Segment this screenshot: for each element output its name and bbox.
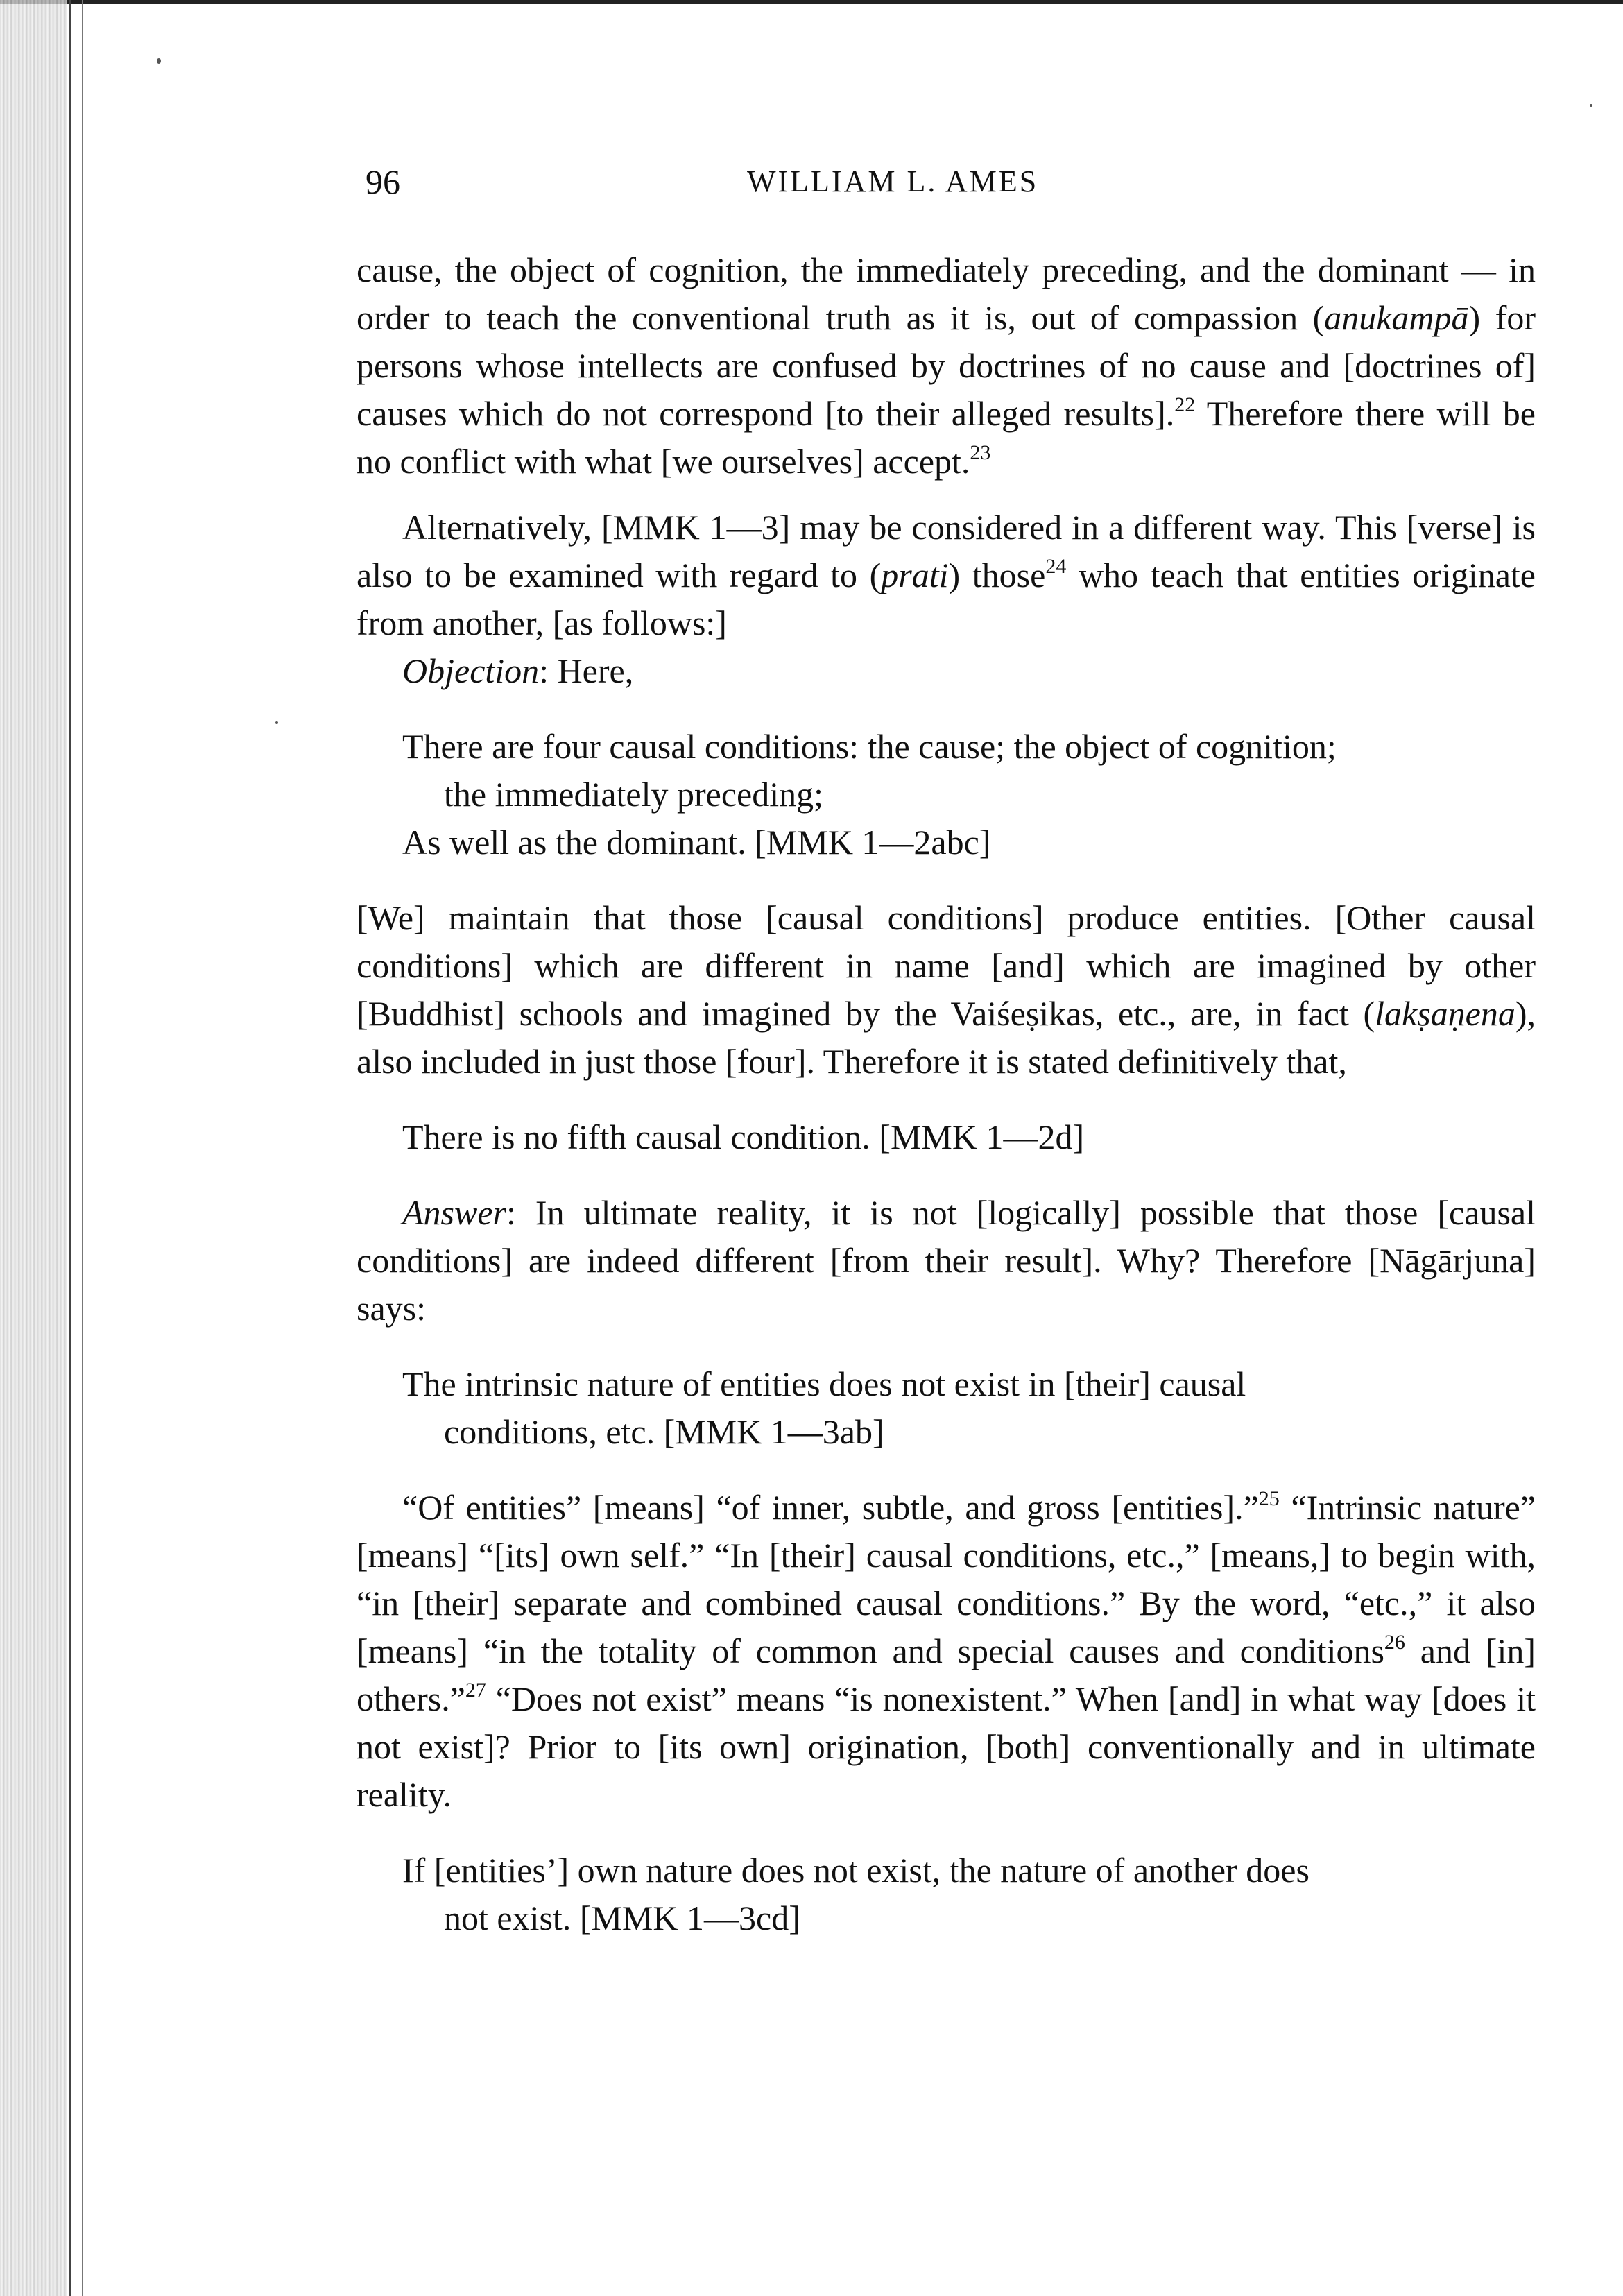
footnote-ref: 27 [465, 1679, 486, 1702]
answer-label: Answer [402, 1193, 506, 1232]
scan-binding-shadow [0, 0, 67, 2296]
verse-quote: There is no fifth causal condition. [MMK 1—2d] [402, 1117, 1085, 1156]
scan-top-edge [0, 0, 1623, 4]
footnote-ref: 26 [1384, 1631, 1405, 1654]
scan-speck [157, 58, 161, 64]
paragraph: Answer: In ultimate reality, it is not [logically] possible that those [causal conditions] are indeed different [from their result]. Why? Therefore [Nāgārjuna] says: [357, 1193, 1536, 1328]
page-number: 96 [366, 162, 400, 201]
footnote-ref: 25 [1258, 1487, 1280, 1510]
paragraph: “Of entities” [means] “of inner, subtle, and gross [entities].”$^{25}$ “Intrinsic nature” [means] “[its] own self.” “In [their] causal conditions, etc.,” [means,] to begin with, “in [their] separate and combined causal conditions.” By the word, “etc.,” it also [means] “in the totality of common and special causes and conditions$^{26}$ and [in] others.”$^{27}$ “Does not exist” means “is nonexistent.” When [and] in what way [does it not exist]? Prior to [its own] origination, [both] conventionally and in ultimate reality. [357, 1487, 1536, 1814]
scan-speck [275, 721, 278, 724]
footnote-ref: 23 [970, 441, 991, 464]
objection-label: Objection [402, 651, 540, 690]
paragraph: [We] maintain that those [causal conditions] produce entities. [Other causal conditions] which are different in name [and] which are imagined by other [Buddhist] schools and imagined by the Vaiśeṣikas, etc., are, in fact (lakṣaṇena), also included in just those [four]. Therefore it is stated definitively that, [357, 898, 1536, 1081]
footnote-ref: 22 [1174, 393, 1196, 416]
paragraph: Alternatively, [MMK 1—3] may be considered in a different way. This [verse] is also to be examined with regard to (prati) those$^{24}$ who teach that entities originate from another, [as follows:] [357, 508, 1536, 642]
body-text [357, 246, 1536, 1942]
paragraph: Objection: Here, [402, 651, 634, 690]
paragraph: cause, the object of cognition, the immediately preceding, and the dominant — in order to teach the conventional truth as it is, out of compassion (anukampā) for persons whose intellects are confused by doctrines of no cause and [doctrines of] causes which do not correspond [to their alleged results].$^{22}$ Therefore there will be no conflict with what [we ourselves] accept.$^{23}$ [357, 250, 1536, 481]
verse-quote: If [entities’] own nature does not exist, the nature of another does not exist. [MMK 1—3cd] [402, 1851, 1309, 1937]
scan-gutter-line [69, 0, 71, 2296]
running-head: WILLIAM L. AMES [747, 164, 1039, 198]
footnote-ref: 24 [1045, 555, 1067, 578]
verse-quote: The intrinsic nature of entities does not exist in [their] causal conditions, etc. [MMK 1—3ab] [402, 1364, 1246, 1451]
scan-speck [1590, 104, 1592, 107]
page-header [0, 161, 1623, 203]
verse-quote: There are four causal conditions: the cause; the object of cognition; the immediately preceding; As well as the dominant. [MMK 1—2abc] [402, 727, 1337, 862]
scan-gutter-line [82, 0, 83, 2296]
